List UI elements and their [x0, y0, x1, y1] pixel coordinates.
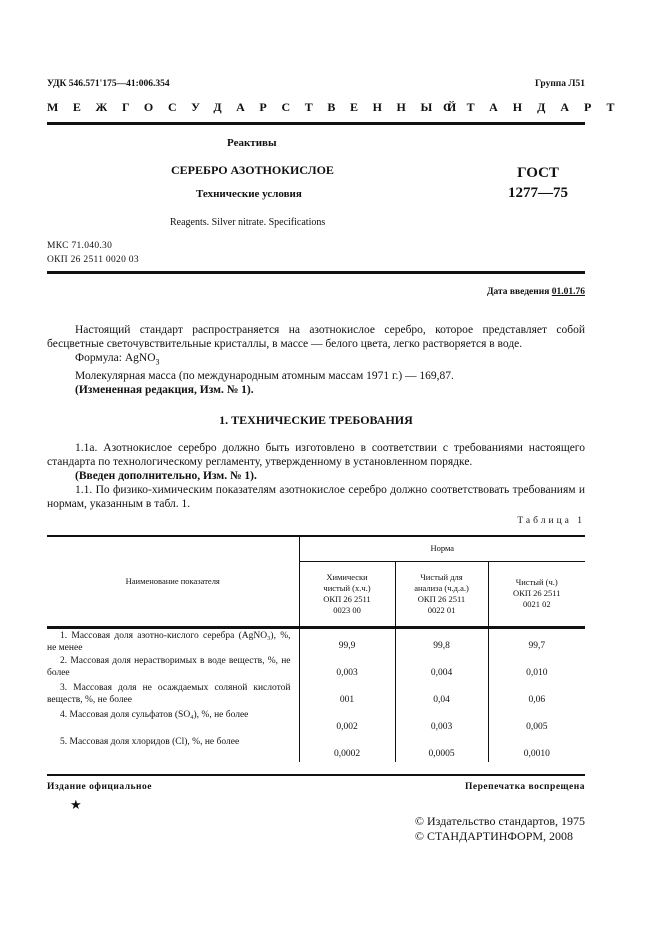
table-caption: Таблица 1: [517, 516, 585, 526]
norm-value: 0,0005: [395, 735, 488, 762]
document-subtitle: Технические условия: [196, 188, 302, 200]
indicator-name: 1. Массовая доля азотно-кислого серебра (AgNO₃), %, не менее: [47, 630, 291, 653]
norm-value: 0,0002: [299, 735, 395, 762]
grade-line: 0021 02: [522, 599, 551, 609]
amendment-note-2: (Введен дополнительно, Изм. № 1).: [75, 470, 257, 483]
indicator-name: 2. Массовая доля нерастворимых в воде веществ, %, не более: [47, 656, 291, 678]
footer-rule: [47, 774, 585, 776]
header-grade-pure: [488, 561, 585, 627]
formula: [47, 351, 585, 369]
norm-value: 0,003: [395, 708, 488, 735]
english-title: Reagents. Silver nitrate. Specifications: [170, 217, 326, 228]
indicator-name: 4. Массовая доля сульфатов (SO₄), %, не более: [60, 710, 249, 720]
category: Реактивы: [227, 137, 277, 149]
grade-line: чистый (х.ч.): [323, 582, 371, 593]
copyright-1975: © Издательство стандартов, 1975: [414, 814, 585, 828]
norm-value: 001: [299, 681, 395, 708]
classification-codes: [47, 239, 139, 267]
norm-value: 0,005: [488, 708, 585, 735]
header-grade-chem-pure: [299, 561, 395, 627]
title-rule: [47, 271, 585, 274]
norm-value: 99,8: [395, 627, 488, 654]
norm-value: 0,0010: [488, 735, 585, 762]
table-row: [47, 708, 585, 735]
header-grade-analysis: [395, 561, 488, 627]
copyright: [415, 814, 585, 844]
intro-date-label: Дата введения: [486, 287, 550, 297]
copyright-2008: © СТАНДАРТИНФОРМ, 2008: [414, 829, 574, 843]
intro-paragraph: Настоящий стандарт распространяется на азотнокислое серебро, которое представляет собой бесцветные светочувствительные кристаллы, в массе — белого цвета, легко растворяется в воде.: [47, 324, 585, 350]
gost-block: [508, 163, 568, 203]
grade-line: ОКП 26 2511: [417, 593, 466, 604]
okp-code: ОКП 26 2511 0020 03: [47, 255, 139, 265]
official-edition: Издание официальное: [47, 782, 153, 792]
gost-label: ГОСТ: [517, 165, 559, 181]
mks-code: МКС 71.040.30: [47, 241, 113, 251]
star-icon: ★: [70, 797, 82, 812]
specs-table: [47, 535, 585, 762]
grade-line: ОКП 26 2511: [513, 588, 561, 598]
amendment-note: (Измененная редакция, Изм. № 1).: [75, 384, 254, 397]
norm-value: 99,7: [488, 627, 585, 654]
norm-value: 0,06: [488, 681, 585, 708]
table-row: [47, 681, 585, 708]
table-row: [47, 735, 585, 762]
indicator-name: 3. Массовая доля не осаждаемых соляной кислотой веществ, %, не более: [47, 683, 291, 705]
table-row: [47, 654, 585, 681]
norm-value: 0,003: [299, 654, 395, 681]
grade-line: Чистый (ч.): [515, 577, 558, 587]
header-indicator: Наименование показателя: [47, 536, 299, 627]
udk-code: УДК 546.571'175—41:006.354: [47, 79, 170, 89]
document-title: СЕРЕБРО АЗОТНОКИСЛОЕ: [171, 163, 334, 177]
norm-value: 99,9: [299, 627, 395, 654]
section-heading: 1. ТЕХНИЧЕСКИЕ ТРЕБОВАНИЯ: [219, 413, 413, 428]
grade-line: Чистый для: [420, 571, 463, 582]
banner-interstate: МЕЖГОСУДАРСТВЕННЫЙ: [47, 100, 471, 114]
clause-1-1: 1.1. По физико-химическим показателям азотнокислое серебро должно соответствовать требованиям и нормам, указанным в табл. 1.: [47, 484, 585, 511]
grade-line: 0023 00: [333, 604, 361, 615]
reprint-prohibited: Перепечатка воспрещена: [464, 782, 585, 792]
norm-value: 0,002: [299, 708, 395, 735]
grade-line: Химически: [326, 571, 368, 582]
intro-date-value: 01.01.76: [551, 287, 585, 297]
table-row: [47, 627, 585, 654]
norm-value: 0,010: [488, 654, 585, 681]
formula-label: Формула: AgNO: [75, 352, 156, 364]
formula-subscript: 3: [155, 357, 160, 367]
body-text: [47, 323, 585, 511]
grade-line: 0022 01: [427, 604, 456, 615]
grade-line: ОКП 26 2511: [323, 593, 371, 604]
grade-line: анализа (ч.д.а.): [414, 582, 469, 593]
norm-value: 0,004: [395, 654, 488, 681]
intro-date: [487, 287, 585, 297]
gost-number: 1277—75: [508, 185, 568, 201]
indicator-name: 5. Массовая доля хлоридов (Cl), %, не более: [60, 737, 240, 747]
clause-1-1a: 1.1а. Азотнокислое серебро должно быть изготовлено в соответствии с требованиями настоящего стандарта по технологическому регламенту, утвержденному в установленном порядке.: [47, 442, 585, 469]
header-norma: Норма: [299, 536, 585, 561]
molecular-mass: Молекулярная масса (по международным атомным массам 1971 г.) — 169,87.: [75, 370, 454, 383]
group-code: Группа Л51: [534, 79, 585, 89]
norm-value: 0,04: [395, 681, 488, 708]
banner-standard: СТАНДАРТ: [443, 100, 630, 114]
header-rule: [47, 122, 585, 125]
